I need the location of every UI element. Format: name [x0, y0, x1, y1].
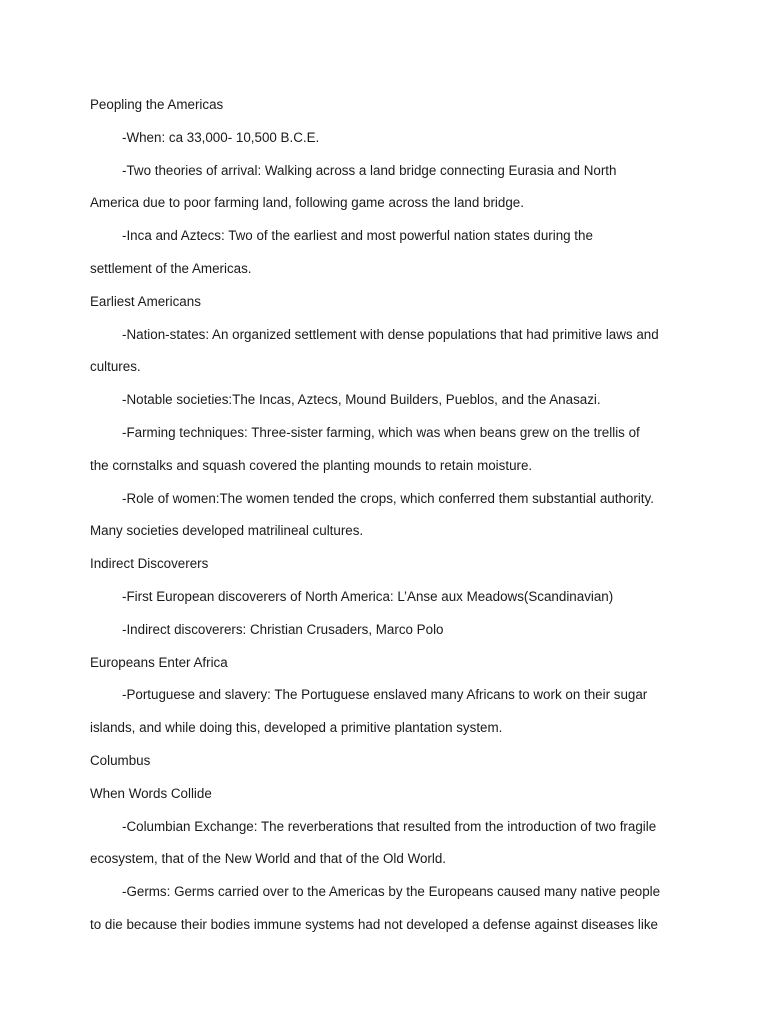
- section-heading: Columbus: [90, 752, 151, 768]
- note-entry: -When: ca 33,000- 10,500 B.C.E.: [122, 129, 320, 145]
- note-entry: -Indirect discoverers: Christian Crusaders, Marco Polo: [122, 621, 444, 637]
- note-entry: -Nation-states: An organized settlement with dense populations that had primitive laws and: [122, 326, 659, 342]
- note-entry: -First European discoverers of North America: L’Anse aux Meadows(Scandinavian): [122, 588, 614, 604]
- note-continuation: cultures.: [90, 359, 141, 375]
- note-continuation: the cornstalks and squash covered the planting mounds to retain moisture.: [90, 457, 533, 473]
- note-continuation: settlement of the Americas.: [90, 260, 252, 276]
- note-entry: -Portuguese and slavery: The Portuguese enslaved many Africans to work on their sugar: [122, 687, 648, 703]
- note-entry: -Farming techniques: Three-sister farming, which was when beans grew on the trellis of: [122, 424, 640, 440]
- note-continuation: America due to poor farming land, following game across the land bridge.: [90, 195, 524, 211]
- section-heading: When Words Collide: [90, 785, 212, 801]
- section-heading: Europeans Enter Africa: [90, 654, 228, 670]
- section-heading: Indirect Discoverers: [90, 556, 209, 572]
- section-heading: Peopling the Americas: [90, 97, 224, 112]
- note-entry: -Germs: Germs carried over to the Americas by the Europeans caused many native people: [122, 884, 661, 900]
- note-continuation: to die because their bodies immune systems had not developed a defense against diseases like: [90, 916, 658, 932]
- note-entry: -Role of women:The women tended the crops, which conferred them substantial authority.: [122, 490, 654, 506]
- document-page: [90, 89, 690, 942]
- section-heading: Earliest Americans: [90, 293, 201, 309]
- note-continuation: ecosystem, that of the New World and that of the Old World.: [90, 851, 447, 867]
- note-entry: -Notable societies:The Incas, Aztecs, Mound Builders, Pueblos, and the Anasazi.: [122, 392, 601, 408]
- note-continuation: Many societies developed matrilineal cultures.: [90, 523, 364, 539]
- note-entry: -Two theories of arrival: Walking across a land bridge connecting Eurasia and North: [122, 162, 617, 178]
- note-continuation: islands, and while doing this, developed a primitive plantation system.: [90, 720, 503, 736]
- note-entry: -Inca and Aztecs: Two of the earliest and most powerful nation states during the: [122, 228, 593, 244]
- note-entry: -Columbian Exchange: The reverberations that resulted from the introduction of two fragile: [122, 818, 657, 834]
